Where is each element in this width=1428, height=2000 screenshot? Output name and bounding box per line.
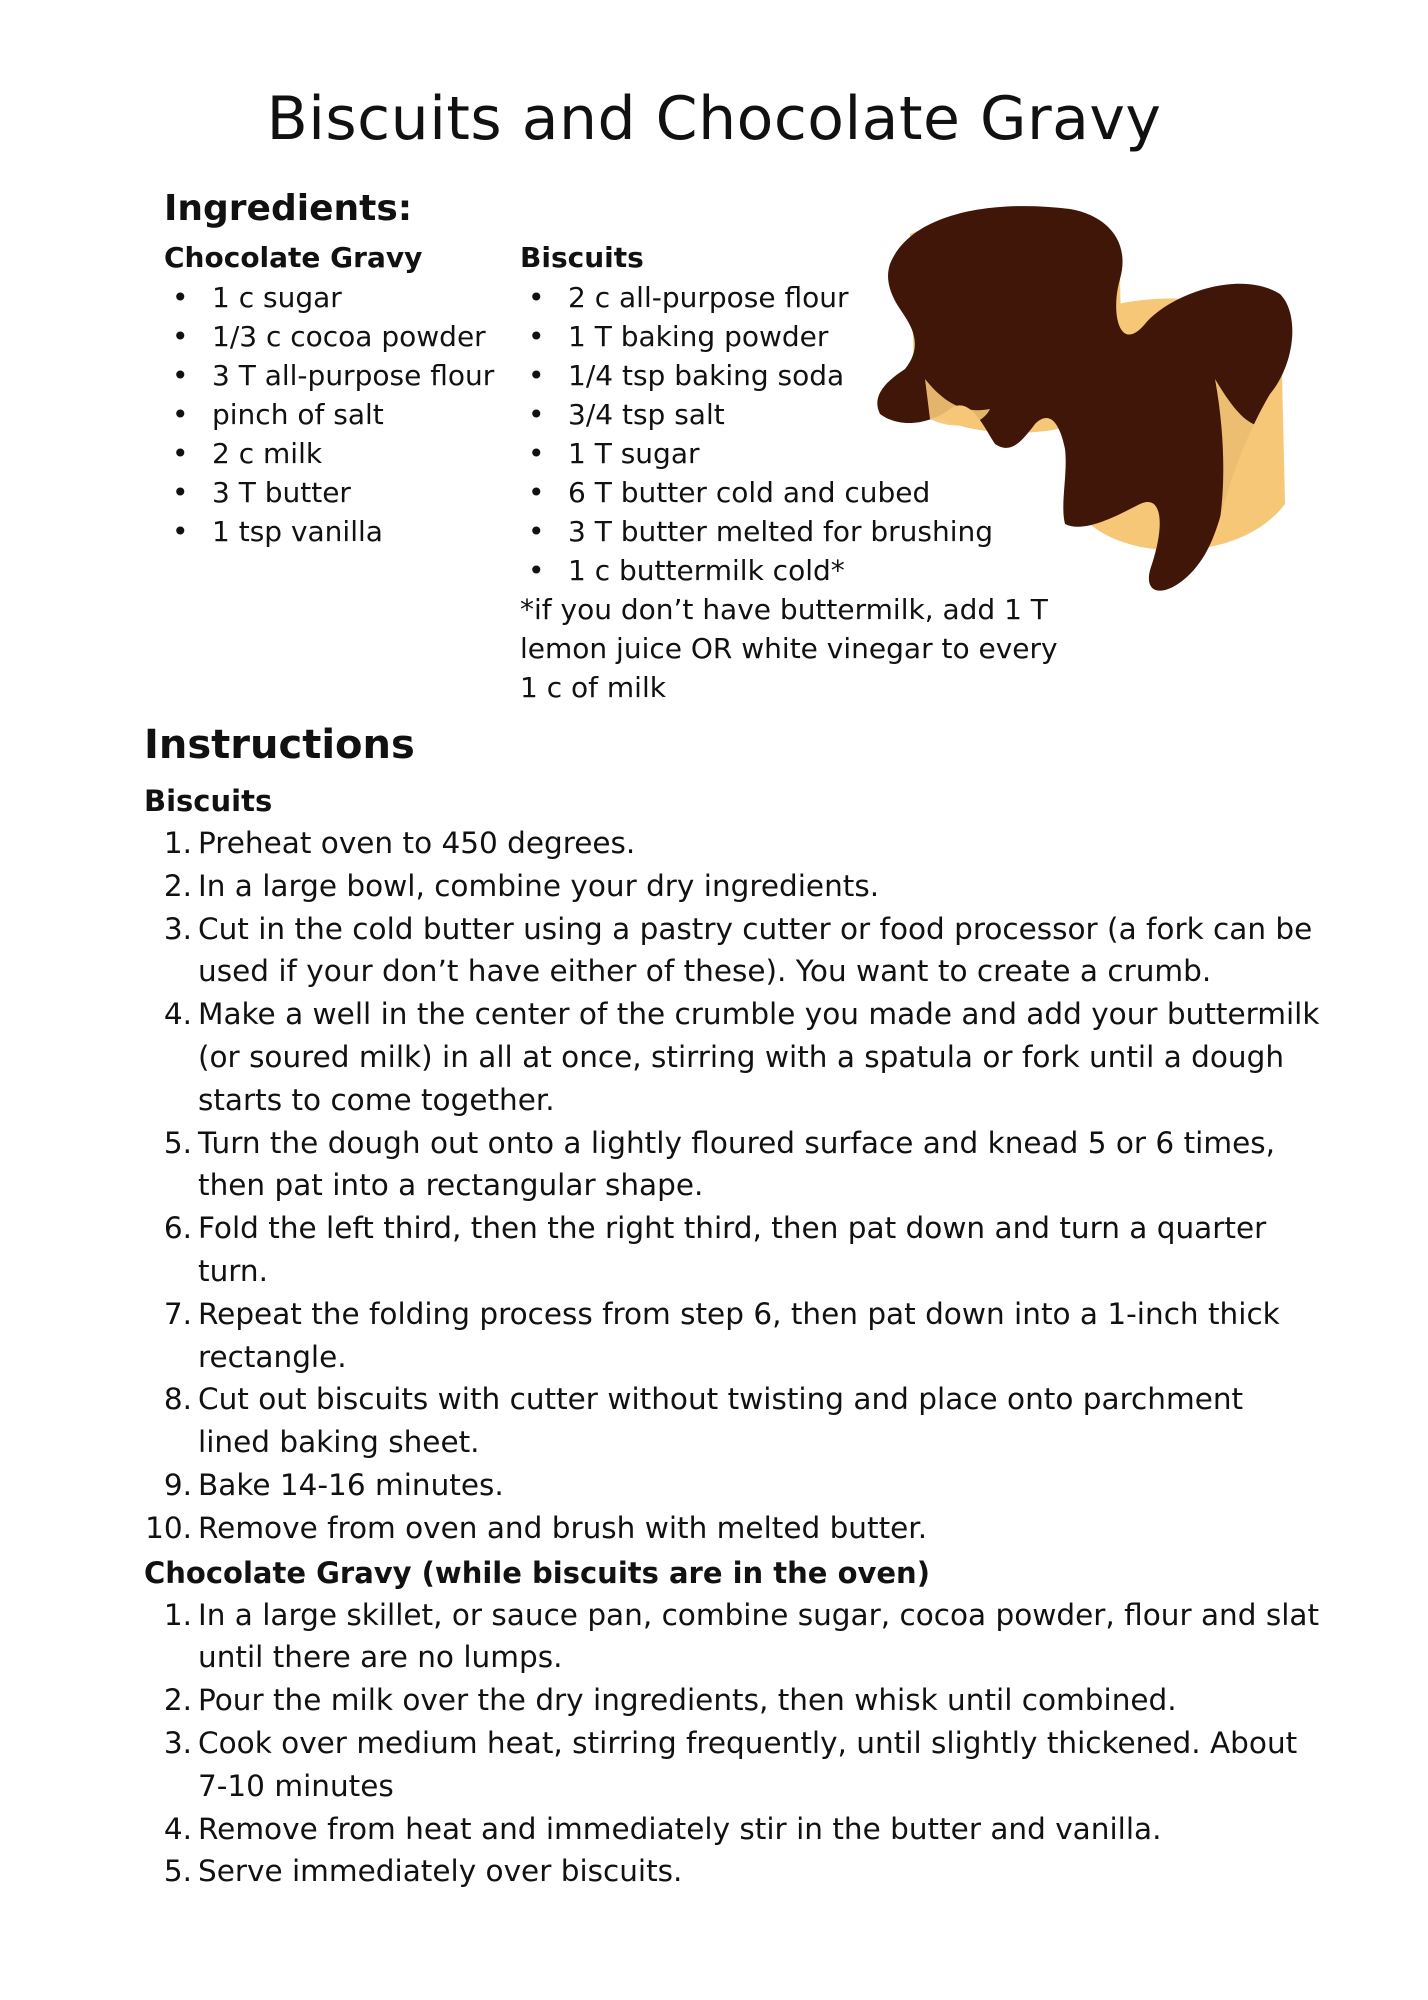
ingredients-heading: Ingredients: xyxy=(164,188,413,229)
step-number: 8. xyxy=(163,1382,192,1417)
step-number: 9. xyxy=(163,1467,192,1502)
step-number: 2. xyxy=(163,868,192,903)
instruction-step xyxy=(144,1594,1324,1680)
gravy-ingredients-title: Chocolate Gravy xyxy=(164,241,423,274)
ingredient-item: • 1 c sugar xyxy=(164,278,524,317)
ingredient-item: • 1 T baking powder xyxy=(520,317,1080,356)
step-number: 4. xyxy=(163,1811,192,1846)
instruction-step xyxy=(144,1293,1324,1379)
step-text: In a large skillet, or sauce pan, combine sugar, cocoa powder, flour and slat until there are no lumps. xyxy=(198,1597,1320,1675)
ingredient-item: • 3 T butter xyxy=(164,473,524,512)
ingredient-item: • 3 T all-purpose flour xyxy=(164,356,524,395)
instruction-step xyxy=(144,1378,1324,1464)
instruction-step xyxy=(144,822,1324,865)
gravy-ingredients-column xyxy=(164,238,524,551)
step-number: 4. xyxy=(163,997,192,1032)
instruction-step xyxy=(144,1808,1324,1851)
step-text: Cut out biscuits with cutter without twisting and place onto parchment lined baking sheet. xyxy=(198,1382,1244,1460)
step-text: In a large bowl, combine your dry ingredients. xyxy=(198,868,880,903)
biscuit-instructions-title: Biscuits xyxy=(144,784,273,818)
step-text: Serve immediately over biscuits. xyxy=(198,1854,683,1889)
step-number: 1. xyxy=(163,1597,192,1632)
gravy-instructions-title: Chocolate Gravy (while biscuits are in the oven) xyxy=(144,1555,930,1590)
step-text: Bake 14-16 minutes. xyxy=(198,1467,504,1502)
instruction-step xyxy=(144,1122,1324,1208)
step-number: 7. xyxy=(163,1296,192,1331)
ingredient-item: • 1 c buttermilk cold* xyxy=(520,551,1080,590)
instruction-step xyxy=(144,1207,1324,1293)
page-title: Biscuits and Chocolate Gravy xyxy=(266,84,1162,154)
step-text: Repeat the folding process from step 6, then pat down into a 1-inch thick rectangle. xyxy=(198,1296,1280,1374)
instruction-step xyxy=(144,865,1324,908)
ingredient-item: • 1/4 tsp baking soda xyxy=(520,356,1080,395)
ingredient-item: • 1/3 c cocoa powder xyxy=(164,317,524,356)
instruction-step xyxy=(144,993,1324,1121)
gravy-ingredient-list xyxy=(164,278,524,551)
step-number: 5. xyxy=(163,1854,192,1889)
ingredient-item: • 3 T butter melted for brushing xyxy=(520,512,1080,551)
biscuits-with-chocolate-gravy-icon xyxy=(870,204,1410,624)
ingredient-item: • 2 c milk xyxy=(164,434,524,473)
instruction-step xyxy=(144,1507,1324,1550)
instruction-step xyxy=(144,1722,1324,1808)
step-number: 5. xyxy=(163,1125,192,1160)
step-text: Preheat oven to 450 degrees. xyxy=(198,826,636,860)
buttermilk-note: *if you don’t have buttermilk, add 1 T lemon juice OR white vinegar to every 1 c of milk xyxy=(520,593,1058,704)
step-text: Cut in the cold butter using a pastry cutter or food processor (a fork can be used if your don’t have either of these). You want to create a crumb. xyxy=(198,911,1313,989)
step-number: 3. xyxy=(163,911,192,946)
step-text: Turn the dough out onto a lightly floured surface and knead 5 or 6 times, then pat into a rectangular shape. xyxy=(198,1125,1275,1203)
instruction-step xyxy=(144,1679,1324,1722)
step-number: 10. xyxy=(145,1510,192,1545)
ingredient-item: • 1 T sugar xyxy=(520,434,1080,473)
biscuit-steps xyxy=(144,822,1324,1550)
ingredient-item: • pinch of salt xyxy=(164,395,524,434)
ingredient-item: • 3/4 tsp salt xyxy=(520,395,1080,434)
step-number: 2. xyxy=(163,1683,192,1718)
instructions-body xyxy=(144,780,1324,1895)
step-text: Cook over medium heat, stirring frequently, until slightly thickened. About 7-10 minutes xyxy=(198,1725,1298,1803)
step-number: 6. xyxy=(163,1211,192,1246)
instruction-step xyxy=(144,908,1324,994)
gravy-steps xyxy=(144,1594,1324,1894)
step-text: Remove from heat and immediately stir in the butter and vanilla. xyxy=(198,1811,1162,1846)
instructions-heading: Instructions xyxy=(144,722,415,768)
step-text: Remove from oven and brush with melted butter. xyxy=(198,1510,928,1545)
step-text: Pour the milk over the dry ingredients, then whisk until combined. xyxy=(198,1683,1177,1718)
step-number: 3. xyxy=(163,1725,192,1760)
step-text: Fold the left third, then the right third, then pat down and turn a quarter turn. xyxy=(198,1211,1267,1288)
ingredient-item: • 2 c all-purpose flour xyxy=(520,278,1080,317)
instruction-step xyxy=(144,1850,1324,1893)
step-number: 1. xyxy=(163,826,192,860)
ingredient-item: • 1 tsp vanilla xyxy=(164,512,524,551)
instruction-step xyxy=(144,1464,1324,1507)
ingredient-item: • 6 T butter cold and cubed xyxy=(520,473,1080,512)
step-text: Make a well in the center of the crumble you made and add your buttermilk (or soured milk) in all at once, stirring with a spatula or fork until a dough starts to come together. xyxy=(198,997,1320,1117)
biscuit-ingredients-title: Biscuits xyxy=(520,241,644,274)
